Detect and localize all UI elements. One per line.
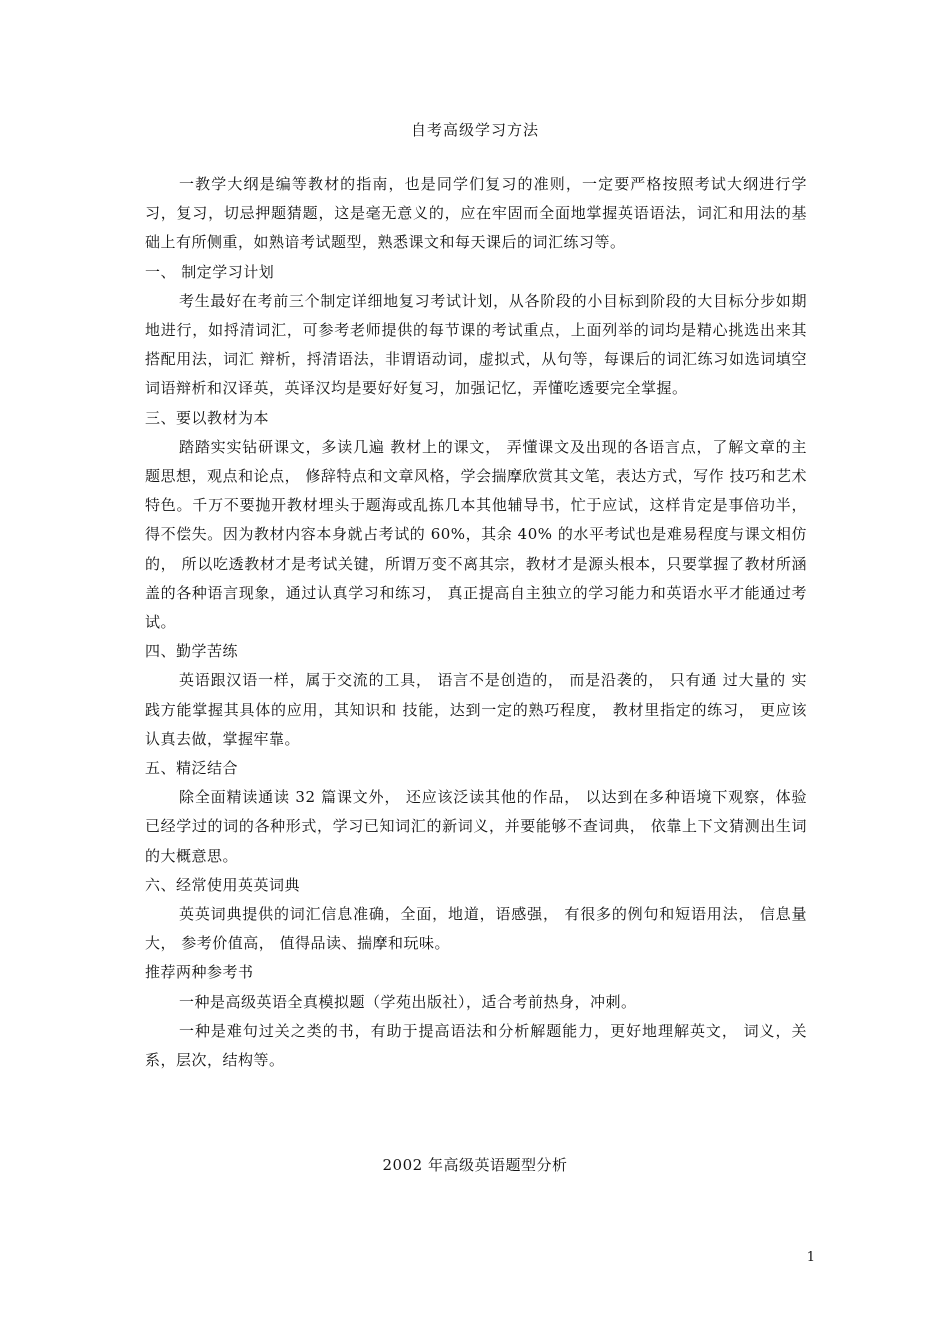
section-heading: 四、勤学苦练 [145, 642, 239, 661]
section-heading: 推荐两种参考书 [145, 963, 254, 982]
body-paragraph: 一教学大纲是编等教材的指南，也是同学们复习的准则，一定要严格按照考试大纲进行学习，复习，切忌押题猜题，这是毫无意义的，应在牢固而全面地掌握英语语法，词汇和用法的基础上有所侧重，如熟谙考试题型，熟悉课文和每天课后的词汇练习等。 [145, 175, 807, 252]
body-paragraph: 英英词典提供的词汇信息准确，全面，地道，语感强， 有很多的例句和短语用法， 信息量大， 参考价值高， 值得品读、揣摩和玩味。 [145, 905, 807, 953]
body-paragraph: 踏踏实实钻研课文，多读几遍 教材上的课文， 弄懂课文及出现的各语言点，了解文章的主题思想，观点和论点， 修辞特点和文章风格，学会揣摩欣赏其文笔，表达方式，写作 技巧和艺术特色。千万不要抛开教材埋头于题海或乱拣几本其他辅导书，忙于应试，这样肯定是事倍功半，得不偿失。因为教材内容本身就占考试的 60%，其余 40% 的水平考试也是难易程度与课文相仿的， 所以吃透教材才是考试关键，所谓万变不离其宗，教材才是源头根本，只要掌握了教材所涵盖的各种语言现象，通过认真学习和练习， 真正提高自主独立的学习能力和英语水平才能通过考试。 [145, 437, 807, 632]
document-body [145, 170, 807, 1075]
section-heading: 三、要以教材为本 [145, 408, 270, 427]
body-paragraph: 一种是高级英语全真模拟题（学苑出版社），适合考前热身，冲刺。 [179, 992, 637, 1011]
body-paragraph: 一种是难句过关之类的书，有助于提高语法和分析解题能力，更好地理解英文， 词义，关系，层次，结构等。 [145, 1021, 807, 1070]
section-heading: 一、 制定学习计划 [145, 262, 275, 281]
body-paragraph: 英语跟汉语一样，属于交流的工具， 语言不是创造的， 而是沿袭的， 只有通 过大量的 实践方能掌握其具体的应用，其知识和 技能，达到一定的熟巧程度， 教材里指定的练习， 更应该认真去做，掌握牢靠。 [145, 671, 807, 748]
section-subtitle: 2002 年高级英语题型分析 [382, 1156, 568, 1174]
body-paragraph: 考生最好在考前三个制定详细地复习考试计划，从各阶段的小目标到阶段的大目标分步如期地进行，如捋清词汇，可参考老师提供的每节课的考试重点，上面列举的词均是精心挑选出来其搭配用法，词汇 辩析，捋清语法，非谓语动词，虚拟式，从句等，每课后的词汇练习如选词填空词语辩析和汉译英，英译汉均是要好好复习，加强记忆，弄懂吃透要完全掌握。 [145, 291, 807, 398]
section-heading: 六、经常使用英英词典 [145, 875, 301, 894]
body-paragraph: 除全面精读通读 32 篇课文外， 还应该泛读其他的作品， 以达到在多种语境下观察，体验已经学过的词的各种形式，学习已知词汇的新词义，并要能够不查词典， 依靠上下文猜测出生词的大概意思。 [145, 788, 807, 865]
page-number: 1 [806, 1250, 815, 1265]
document-title: 自考高级学习方法 [410, 121, 539, 139]
section-heading: 五、精泛结合 [145, 759, 239, 778]
